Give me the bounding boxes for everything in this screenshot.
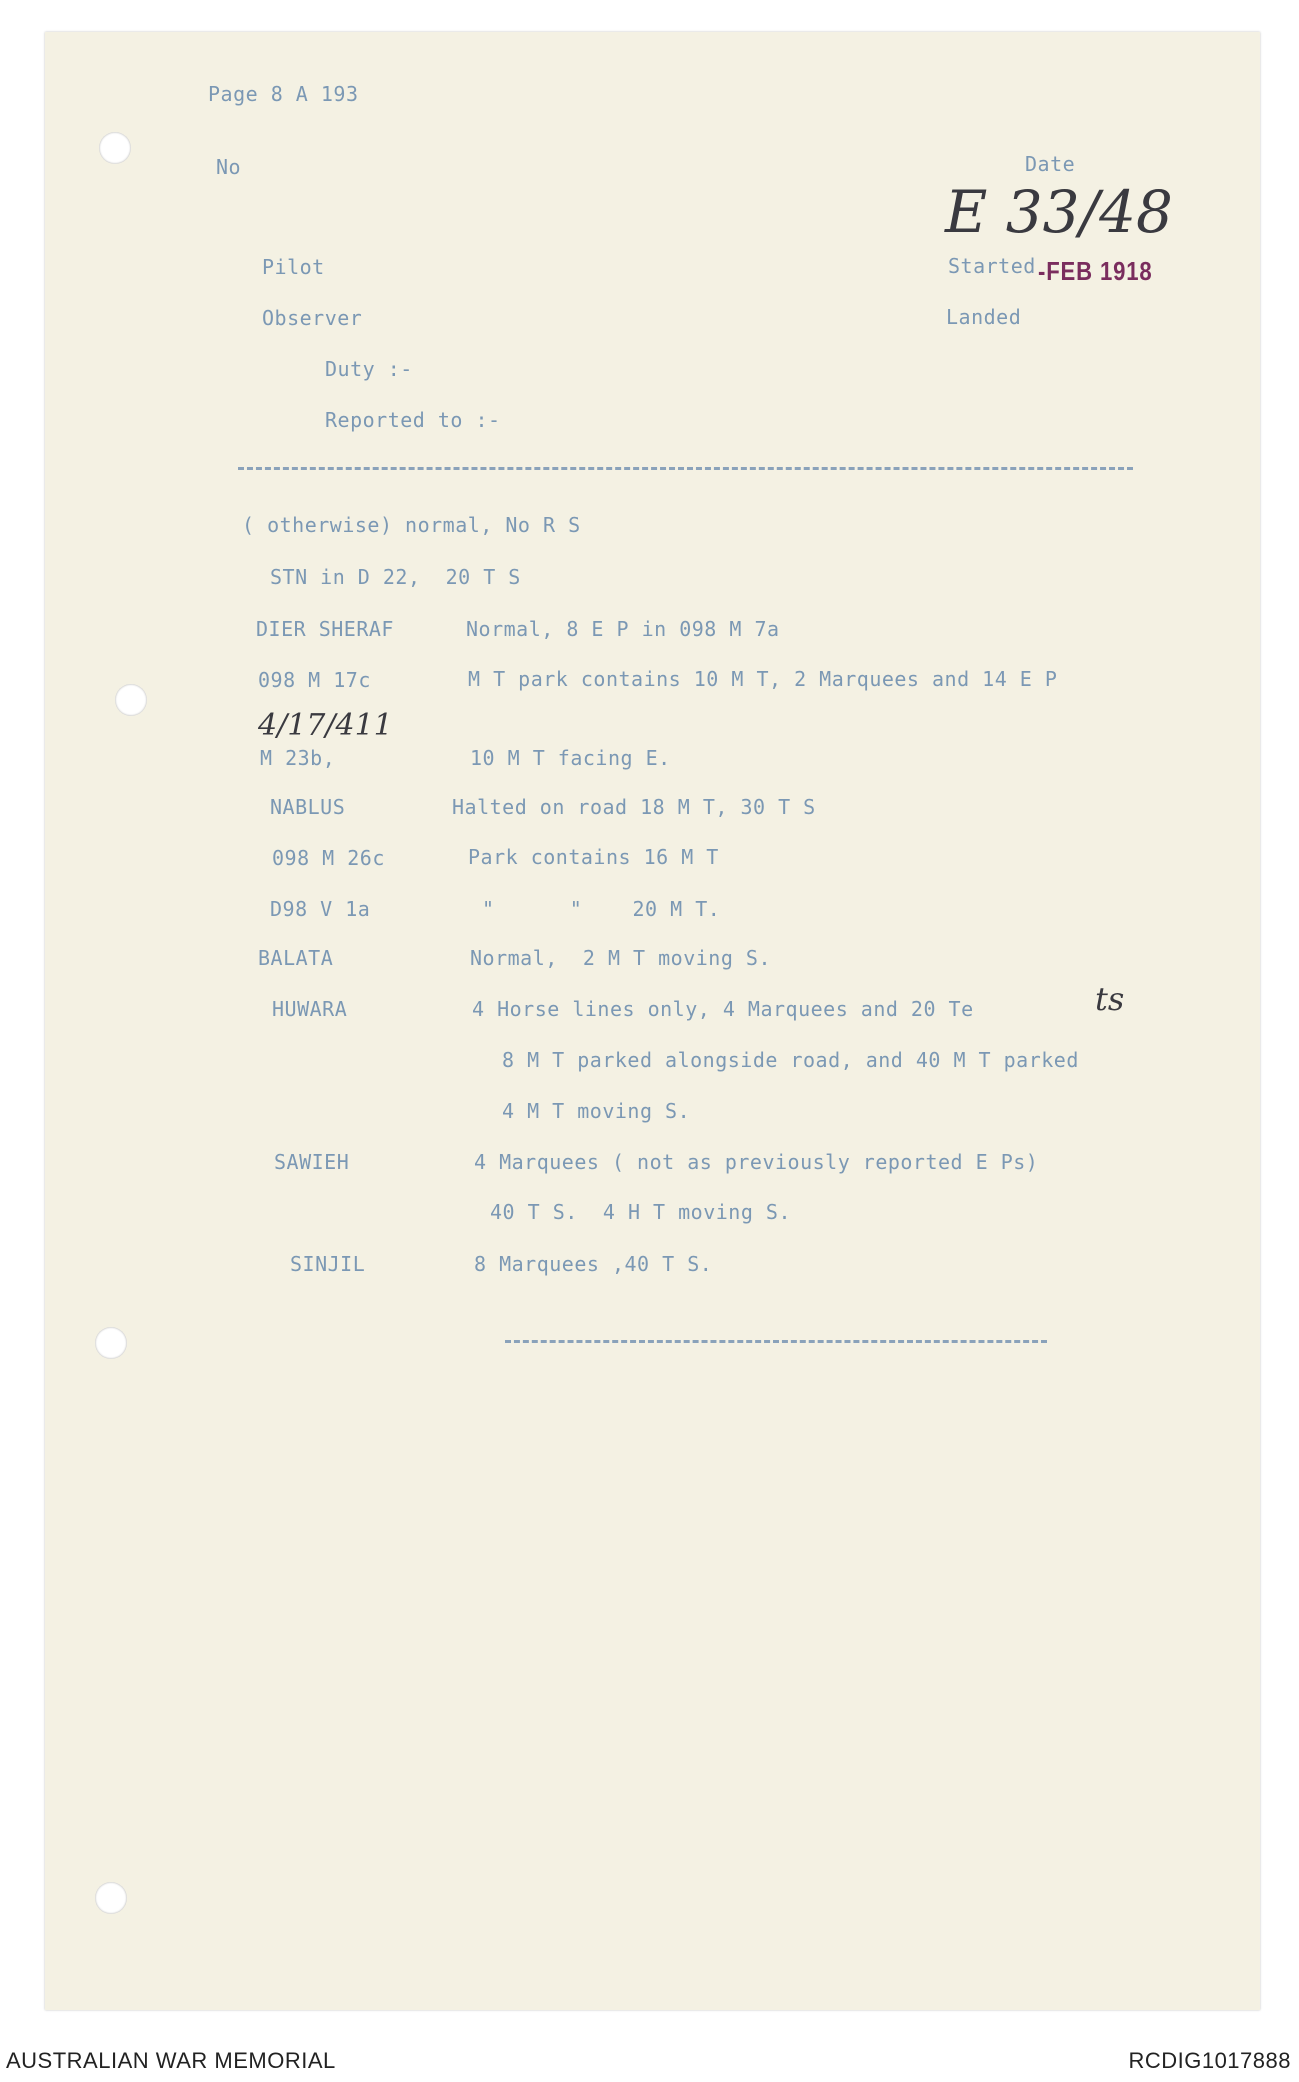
- entry-detail: 4 Horse lines only, 4 Marquees and 20 Te: [472, 997, 974, 1021]
- pilot-label: Pilot: [262, 255, 325, 279]
- entry-detail: 8 M T parked alongside road, and 40 M T parked: [502, 1048, 1079, 1072]
- date-label: Date: [1025, 152, 1076, 176]
- entry-detail: 40 T S. 4 H T moving S.: [490, 1200, 791, 1224]
- punch-hole: [115, 684, 147, 716]
- landed-label: Landed: [946, 305, 1022, 329]
- page-reference: Page 8 A 193: [208, 82, 359, 106]
- entry-place: DIER SHERAF: [256, 617, 394, 641]
- entry-detail: 4 Marquees ( not as previously reported E Ps): [474, 1150, 1039, 1174]
- footer-source: AUSTRALIAN WAR MEMORIAL: [6, 2048, 336, 2073]
- reported-to-label: Reported to :-: [325, 408, 501, 432]
- entry-place: SAWIEH: [274, 1150, 350, 1174]
- footer-id: RCDIG1017888: [1128, 2048, 1291, 2073]
- punch-hole: [95, 1882, 127, 1914]
- entry-place: M 23b,: [260, 746, 336, 770]
- entry-detail: 10 M T facing E.: [470, 746, 671, 770]
- duty-label: Duty :-: [325, 357, 413, 381]
- entry-place: NABLUS: [270, 795, 346, 819]
- entry-detail: Normal, 8 E P in 098 M 7a: [466, 617, 780, 641]
- report-intro: ( otherwise) normal, No R S: [242, 513, 581, 537]
- entry-detail: Park contains 16 M T: [468, 845, 719, 869]
- document-page: [45, 32, 1260, 2010]
- header-divider: [238, 467, 1133, 470]
- punch-hole: [99, 132, 131, 164]
- tents-correction: ts: [1095, 980, 1125, 1018]
- entry-detail: " " 20 M T.: [482, 897, 721, 921]
- margin-note: 4/17/411: [258, 708, 393, 743]
- date-stamp: -FEB 1918: [1038, 256, 1153, 286]
- entry-detail: M T park contains 10 M T, 2 Marquees and 14 E P: [468, 667, 1058, 691]
- entry-detail: Halted on road 18 M T, 30 T S: [452, 795, 816, 819]
- file-number: E 33/48: [945, 178, 1173, 246]
- entry-place: SINJIL: [290, 1252, 366, 1276]
- entry-detail: 4 M T moving S.: [502, 1099, 691, 1123]
- punch-hole: [95, 1327, 127, 1359]
- entry-place: D98 V 1a: [270, 897, 371, 921]
- entry-detail: 8 Marquees ,40 T S.: [474, 1252, 713, 1276]
- observer-label: Observer: [262, 306, 363, 330]
- report-stn: STN in D 22, 20 T S: [270, 565, 521, 589]
- started-label: Started: [948, 254, 1036, 278]
- entry-detail: Normal, 2 M T moving S.: [470, 946, 771, 970]
- entry-place: HUWARA: [272, 997, 348, 1021]
- end-divider: [505, 1340, 1047, 1343]
- entry-place: 098 M 26c: [272, 846, 385, 870]
- entry-place: BALATA: [258, 946, 334, 970]
- no-label: No: [216, 155, 242, 179]
- entry-place: 098 M 17c: [258, 668, 371, 692]
